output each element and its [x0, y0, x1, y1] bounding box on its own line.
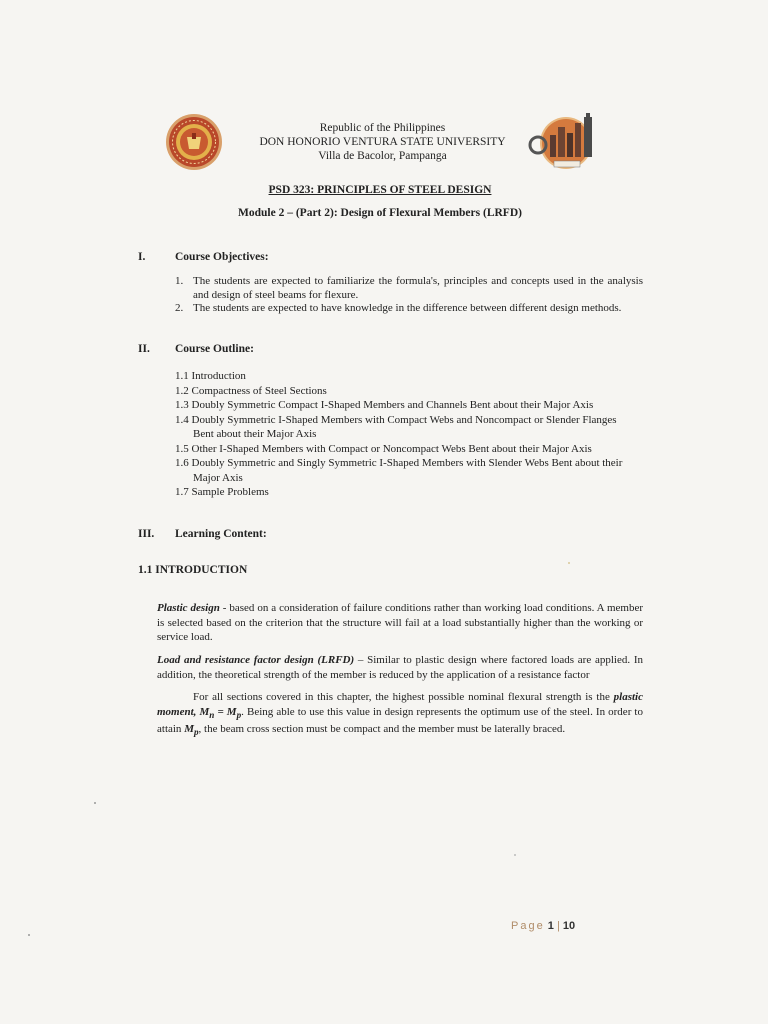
university-name: DON HONORIO VENTURA STATE UNIVERSITY: [259, 136, 506, 148]
paragraph-lrfd: [157, 653, 643, 682]
republic-line: Republic of the Philippines: [319, 122, 446, 134]
outline-line: 1.4 Doubly Symmetric I-Shaped Members with Compact Webs and Noncompact or Slender Flanges: [175, 413, 617, 426]
module-title: Module 2 – (Part 2): Design of Flexural Members (LRFD): [238, 207, 522, 219]
term-text: = M: [214, 705, 237, 718]
introduction-heading: 1.1 INTRODUCTION: [138, 564, 248, 576]
list-item: [175, 384, 645, 399]
term-text: M: [184, 723, 194, 736]
list-item: [175, 456, 645, 485]
outline-line: 1.6 Doubly Symmetric and Singly Symmetric I-Shaped Members with Slender Webs Bent about their: [175, 457, 623, 469]
outline-list: [175, 369, 645, 500]
section-number-2: II.: [138, 343, 150, 355]
paragraph-text: . Being able to use this value in design represents the optimum use of the steel. In order to attain: [157, 705, 643, 736]
paragraph-plastic-moment: [157, 690, 643, 740]
subscript: n: [209, 709, 215, 720]
objective-number: 1.: [175, 275, 184, 287]
outline-line-continuation: Bent about their Major Axis: [193, 428, 317, 440]
scan-speck: [28, 934, 30, 936]
list-item: [175, 275, 643, 302]
total-pages: 10: [562, 920, 576, 932]
list-item: [175, 485, 645, 500]
objective-text: The students are expected to familiarize the formula's, principles and concepts used in the analysis and design of steel beams for flexure.: [193, 275, 643, 301]
list-item: [175, 369, 645, 384]
outline-line: 1.5 Other I-Shaped Members with Compact or Noncompact Webs Bent about their Major Axis: [175, 442, 592, 455]
term-text: plastic moment, M: [157, 691, 643, 718]
section-number-1: I.: [138, 251, 146, 263]
page-label: Page: [511, 920, 545, 932]
paragraph-text: - based on a consideration of failure conditions rather than working load conditions. A member is selected based on the criterion that the structure will fail at a load substantially higher than the working or service load.: [157, 602, 643, 643]
list-item: [175, 302, 643, 316]
paragraph-plastic-design: [157, 601, 643, 645]
objective-text: The students are expected to have knowledge in the difference between different design methods.: [193, 302, 622, 314]
symbol-mp: [184, 723, 199, 738]
paragraph-text: , the beam cross section must be compact and the member must be laterally braced.: [198, 723, 566, 736]
section-title-outline: Course Outline:: [175, 343, 254, 355]
university-header: [250, 121, 515, 163]
current-page: 1: [547, 920, 554, 932]
scan-speck: [94, 802, 96, 804]
page-number: [511, 920, 575, 932]
university-address: Villa de Bacolor, Pampanga: [318, 150, 447, 162]
outline-line: 1.3 Doubly Symmetric Compact I-Shaped Members and Channels Bent about their Major Axis: [175, 399, 594, 411]
list-item: [175, 398, 645, 413]
section-number-3: III.: [138, 528, 155, 540]
scan-speck: [568, 562, 570, 564]
outline-line: 1.7 Sample Problems: [175, 486, 269, 498]
outline-line-continuation: Major Axis: [193, 471, 243, 484]
term-plastic-design: Plastic design: [157, 602, 220, 614]
objective-number: 2.: [175, 302, 184, 314]
course-title: PSD 323: PRINCIPLES OF STEEL DESIGN: [268, 184, 492, 196]
term-lrfd: Load and resistance factor design (LRFD): [157, 654, 355, 666]
college-seal-icon: [528, 113, 598, 175]
list-item: [175, 442, 645, 457]
objectives-list: [175, 275, 643, 316]
section-title-objectives: Course Objectives:: [175, 251, 269, 263]
university-seal-icon: [165, 113, 223, 171]
list-item: [175, 413, 645, 442]
paragraph-text: – Similar to plastic design where factored loads are applied. In addition, the theoretical strength of the member is reduced by the application of a resistance factor: [157, 654, 643, 681]
subscript: p: [193, 727, 199, 738]
paragraph-text: For all sections covered in this chapter, the highest possible nominal flexural strength is the: [193, 691, 614, 703]
subscript: p: [236, 709, 242, 720]
page-separator: |: [556, 920, 560, 932]
scan-speck: [514, 854, 516, 856]
outline-line: 1.2 Compactness of Steel Sections: [175, 384, 327, 397]
outline-line: 1.1 Introduction: [175, 370, 246, 382]
section-title-learning-content: Learning Content:: [175, 528, 267, 540]
